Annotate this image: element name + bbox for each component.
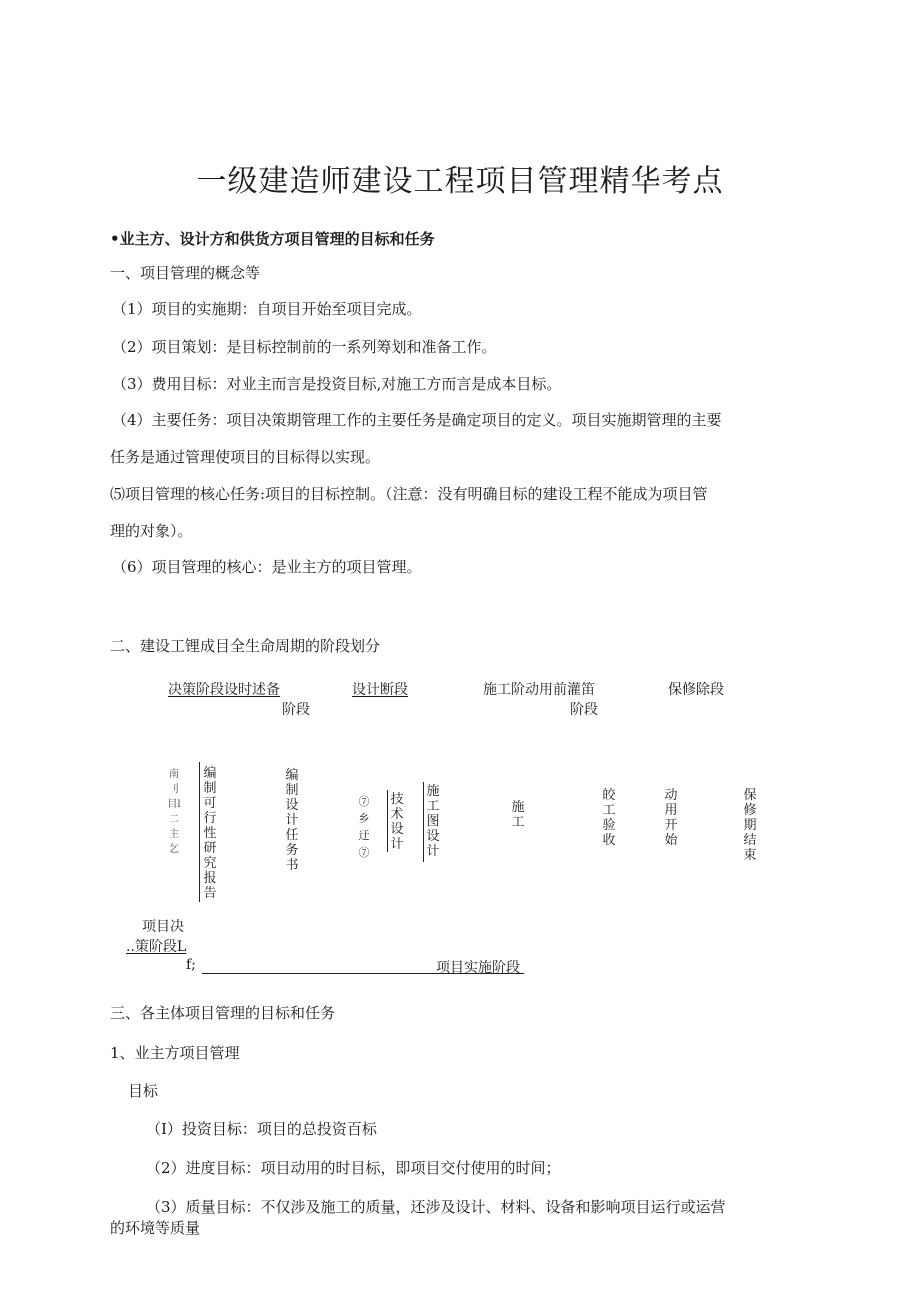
phase-label-warranty: 保修除段: [668, 682, 724, 698]
stage-column: 施工: [511, 800, 525, 830]
paragraph: （3）费用目标：对业主而言是投资目标,对施工方而言是成本目标。: [112, 375, 562, 393]
stage-divider: [199, 762, 200, 902]
paragraph: 的环境等质量: [110, 1219, 201, 1237]
implementation-phase-label: 项目实施阶段: [436, 960, 520, 976]
paragraph: （4）主要任务：项目决策期管理工作的主要任务是确定项目的定义。项目实施期管理的主要: [112, 411, 722, 429]
paragraph: 理的对象）。: [110, 522, 193, 540]
sub-heading: 1、业主方项目管理: [110, 1044, 240, 1062]
target-label: 目标: [128, 1082, 159, 1100]
stage-column: 动用开始: [664, 788, 678, 848]
phase-label-design: 设计断段: [352, 682, 408, 698]
stage-divider: [387, 790, 388, 852]
paragraph: （2）进度目标：项目动用的时目标，即项目交付使用的时间；: [146, 1159, 561, 1177]
paragraph: （2）项目策划：是目标控制前的一系列筹划和准备工作。: [112, 338, 497, 356]
phase-label-construction: 施工阶动用前灌笛: [483, 682, 595, 698]
paragraph: （3）质量目标：不仅涉及施工的质量，还涉及设计、材料、设备和影响项目运行或运营: [146, 1198, 726, 1216]
paragraph: （6）项目管理的核心：是业主方的项目管理。: [112, 558, 422, 576]
paragraph: 任务是通过管理使项目的目标得以实现。: [110, 448, 381, 466]
part3-heading: 三、各主体项目管理的目标和任务: [110, 1004, 336, 1022]
decision-phase-label: ..策阶段L: [126, 939, 187, 955]
phase-label-suffix: 阶段: [282, 702, 310, 718]
stage-column: 施工图设计: [426, 784, 440, 859]
decision-phase-label: 项目决: [142, 919, 184, 935]
paragraph: ⑸项目管理的核心任务:项目的目标控制。（注意：没有明确目标的建设工程不能成为项目管: [110, 485, 708, 503]
stage-column: 皎工验收: [602, 788, 616, 848]
stage-column: 南刂目l二主乞: [167, 769, 181, 855]
stage-column: 技术设计: [390, 792, 404, 852]
implementation-marker: f;: [186, 957, 196, 973]
stage-column: 编制可行性研究报告: [203, 766, 217, 901]
stage-column: 编制设计任务书: [285, 768, 299, 873]
paragraph: （I）投资目标：项目的总投资百标: [146, 1120, 377, 1138]
section-heading: •业主方、设计方和供货方项目管理的目标和任务: [110, 230, 435, 248]
part1-heading: 一、项目管理的概念等: [110, 264, 261, 282]
stage-column: ⑦乡迂⑦: [358, 795, 370, 859]
phase-label-suffix: 阶段: [570, 702, 598, 718]
stage-divider: [423, 782, 424, 862]
page-title: 一级建造师建设工程项目管理精华考点: [196, 164, 724, 199]
part2-heading: 二、建设工锂成目全生命周期的阶段划分: [110, 637, 381, 655]
paragraph: （1）项目的实施期：自项目开始至项目完成。: [112, 300, 422, 318]
stage-column: 保修期结束: [743, 788, 757, 863]
phase-label-decision: 决策阶段设时述备: [168, 682, 280, 698]
